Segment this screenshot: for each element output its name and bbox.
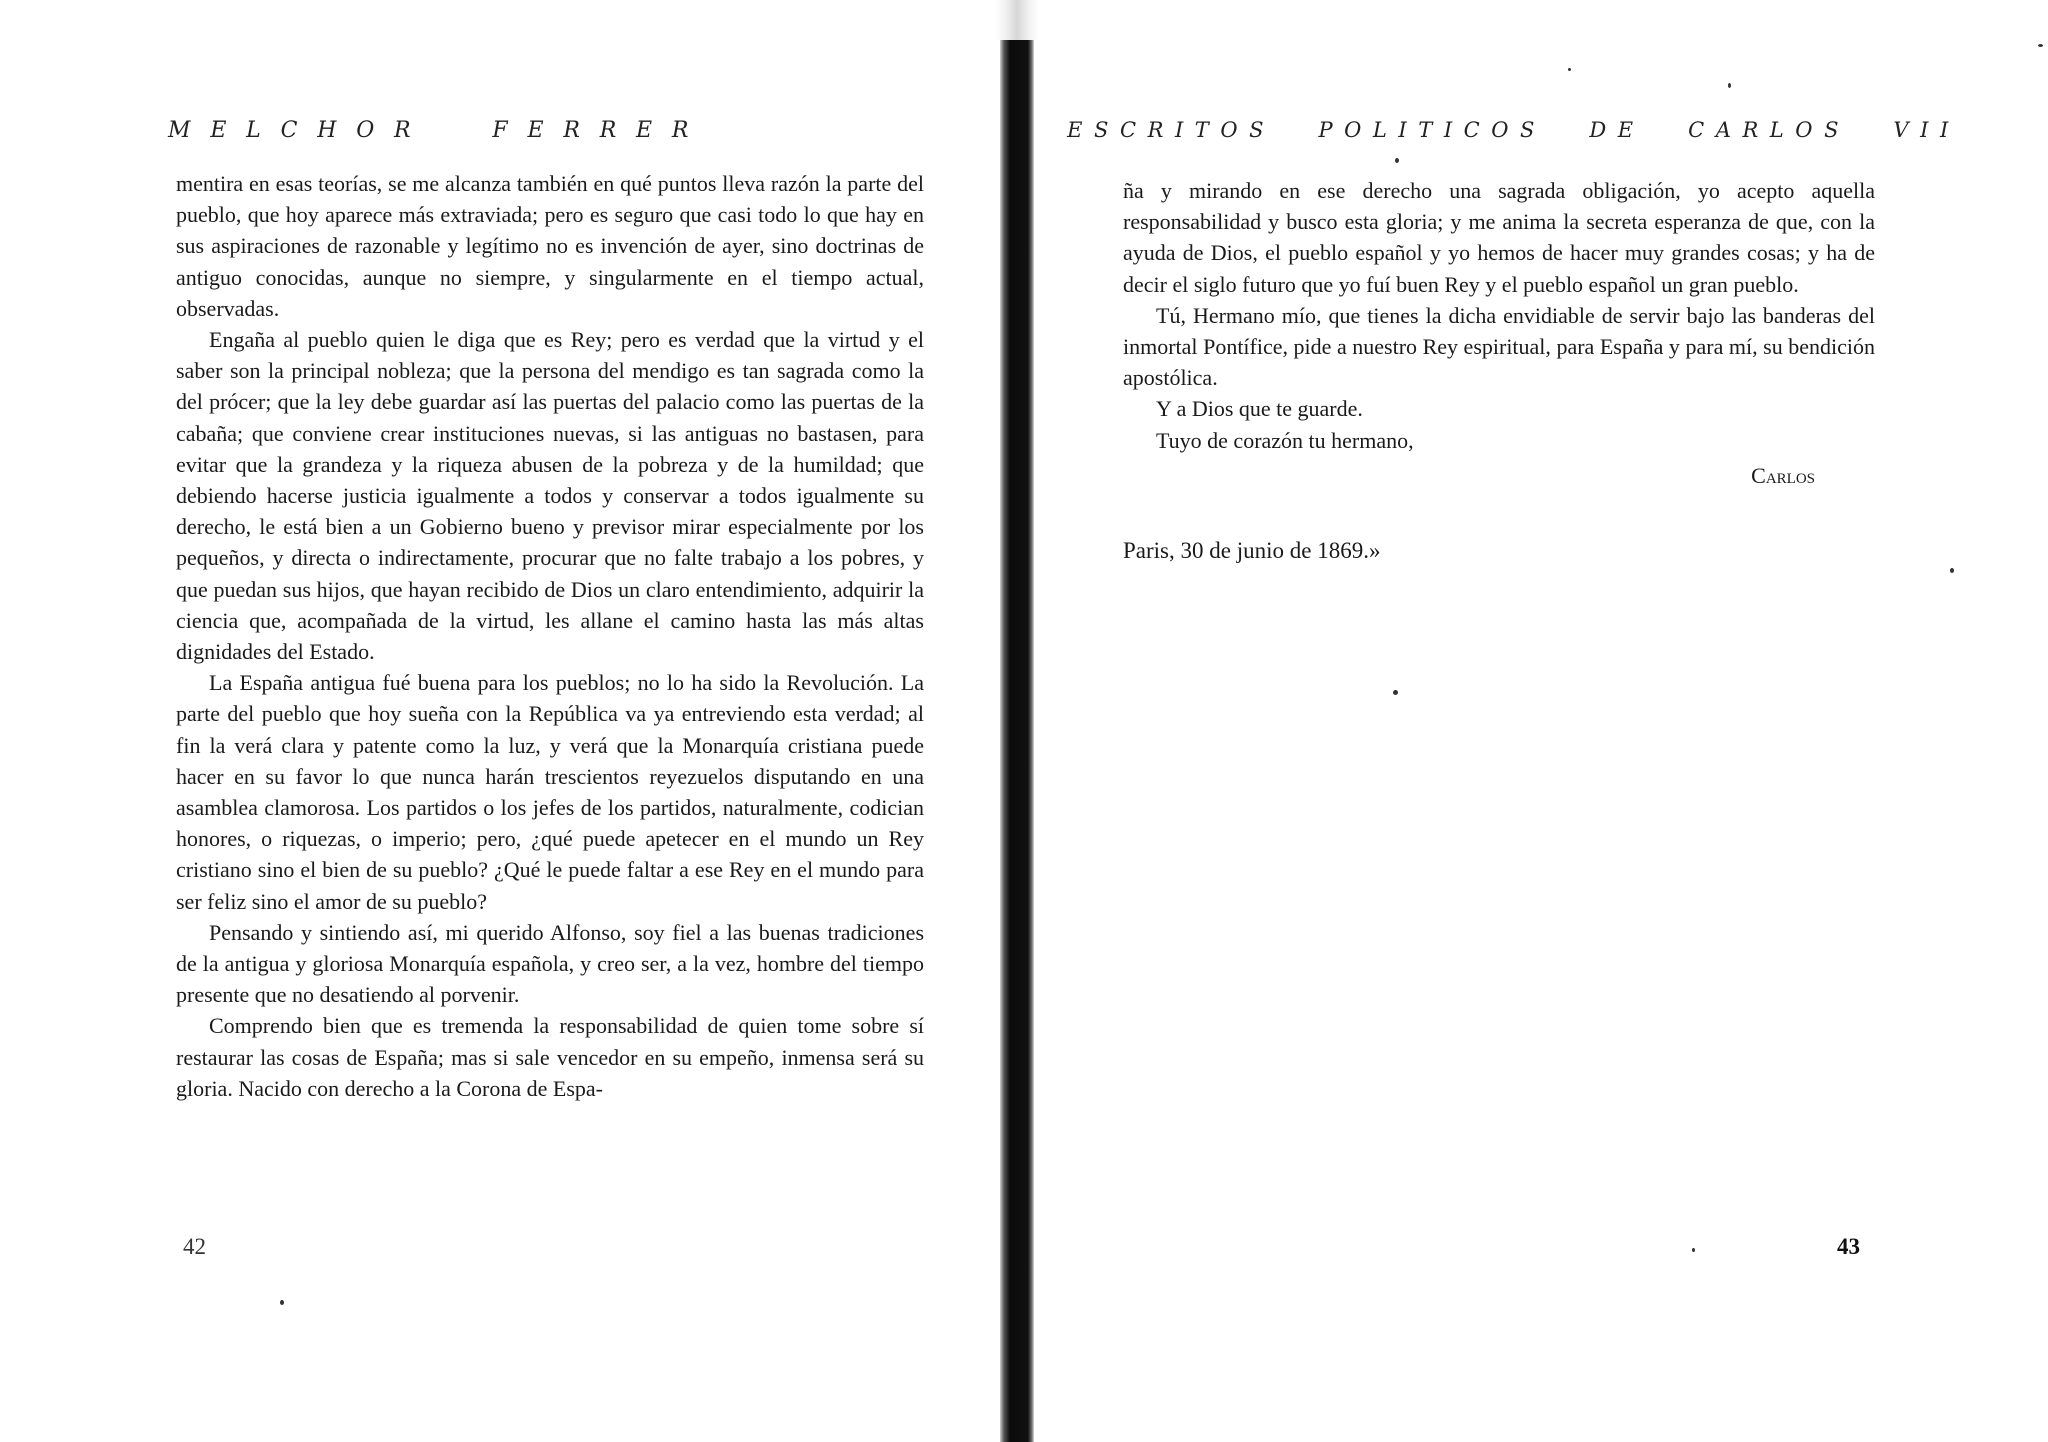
- running-head-left: MELCHOR FERRER: [168, 118, 709, 143]
- left-page: [0, 0, 995, 1442]
- scan-speck: [1393, 690, 1398, 695]
- scan-speck: [280, 1300, 284, 1305]
- paragraph: La España antigua fué buena para los pueblos; no lo ha sido la Revolución. La parte del pueblo que hoy sueña con la República va ya entreviendo esta verdad; al fin la verá clara y patente como la luz, y verá que la Monarquía cristiana puede hacer en su favor lo que nunca harán trescientos reyezuelos disputando en una asamblea clamorosa. Los partidos o los jefes de los partidos, naturalmente, codician honores, o riquezas, o imperio; pero, ¿qué puede apetecer en el mundo un Rey cristiano sino el bien de su pueblo? ¿Qué le puede faltar a ese Rey en el mundo para ser feliz sino el amor de su pueblo?: [176, 670, 924, 914]
- running-head-right: ESCRITOS POLITICOS DE CARLOS VII: [1067, 118, 1960, 142]
- paragraph: Tuyo de corazón tu hermano,: [1156, 427, 1414, 453]
- scan-speck: [2038, 44, 2043, 47]
- page-number-left: 42: [183, 1234, 206, 1259]
- scan-speck: [1728, 83, 1731, 88]
- gutter-shadow-top: [995, 0, 1039, 40]
- book-gutter: [1000, 40, 1034, 1442]
- paragraph: Tú, Hermano mío, que tienes la dicha envidiable de servir bajo las banderas del inmortal Pontífice, pide a nuestro Rey espiritual, para España y para mí, su bendición apostólica.: [1123, 302, 1875, 391]
- paragraph: Comprendo bien que es tremenda la responsabilidad de quien tome sobre sí restaurar las cosas de España; mas si sale vencedor en su empeño, inmensa será su gloria. Nacido con derecho a la Corona de Espa-: [176, 1013, 924, 1101]
- paragraph: ña y mirando en ese derecho una sagrada obligación, yo acepto aquella responsabilidad y busco esta gloria; y me anima la secreta esperanza de que, con la ayuda de Dios, el pueblo español y yo hemos de hacer muy grandes cosas; y ha de decir el siglo futuro que yo fuí buen Rey y el pueblo español un gran pueblo.: [1123, 178, 1875, 297]
- paragraph: Engaña al pueblo quien le diga que es Rey; pero es verdad que la virtud y el saber son la principal nobleza; que la persona del mendigo es tan sagrada como la del prócer; que la ley debe guardar así las puertas del palacio como las puertas de la cabaña; que conviene crear instituciones nuevas, si las antiguas no bastasen, para evitar que la grandeza y la riqueza abusen de la pobreza y de la humildad; que debiendo hacerse justicia igualmente a todos y conservar a todos igualmente su derecho, le está bien a un Gobierno bueno y previsor mirar especialmente por los pequeños, y directa o indirectamente, procurar que no falte trabajo a los pobres, y que puedan sus hijos, que hayan recibido de Dios un claro entendimiento, adquirir la ciencia que, acompañada de la virtud, les allane el camino hasta las más altas dignidades del Estado.: [176, 327, 924, 665]
- paragraph: Y a Dios que te guarde.: [1156, 396, 1363, 422]
- right-page-body: [1123, 175, 1875, 566]
- paragraph: Pensando y sintiendo así, mi querido Alfonso, soy fiel a las buenas tradiciones de la antigua y gloriosa Monarquía española, y creo ser, a la vez, hombre del tiempo presente que no desatiendo al porvenir.: [176, 919, 924, 1008]
- scan-speck: [1692, 1248, 1695, 1252]
- scan-speck: [1568, 68, 1571, 71]
- signature: Carlos: [1751, 462, 1815, 488]
- left-page-body: [176, 168, 924, 1104]
- scan-speck: [1950, 568, 1954, 573]
- right-page: [1035, 0, 2048, 1442]
- scan-speck: [1395, 158, 1399, 163]
- paragraph: mentira en esas teorías, se me alcanza también en qué puntos lleva razón la parte del pueblo, que hoy aparece más extraviada; pero es seguro que casi todo lo que hay en sus aspiraciones de razonable y legítimo no es invención de ayer, sino doctrinas de antiguo conocidas, aunque no siempre, y singularmente en el tiempo actual, observadas.: [176, 171, 924, 321]
- dateline: Paris, 30 de junio de 1869.»: [1123, 538, 1381, 564]
- page-number-right: 43: [1837, 1234, 1860, 1259]
